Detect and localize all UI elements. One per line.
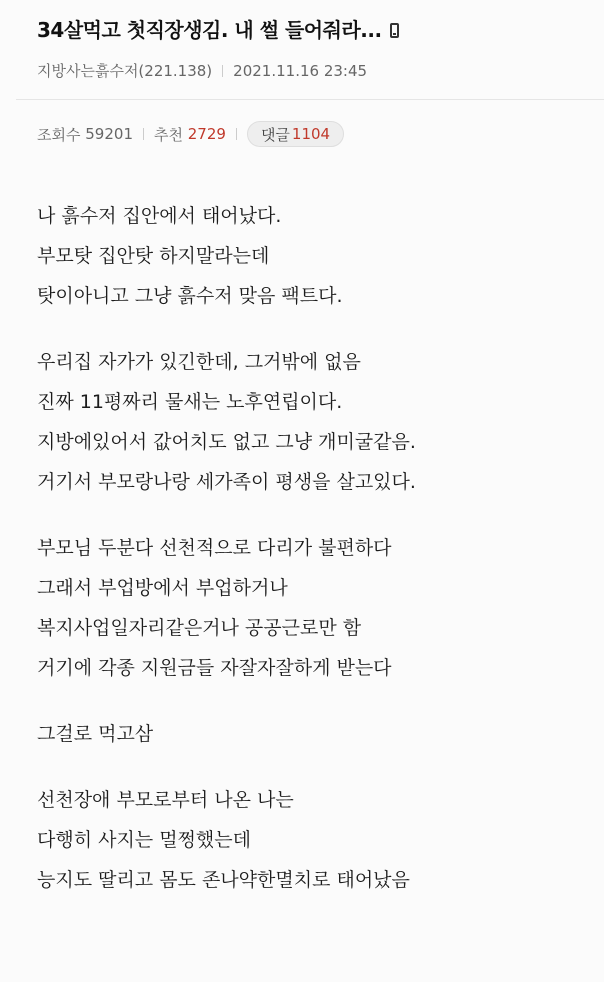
post-title-row <box>37 14 399 43</box>
body-line: 거기서 부모랑나랑 세가족이 평생을 살고있다. <box>37 471 416 493</box>
body-line: 복지사업일자리같은거나 공공근로만 함 <box>37 617 362 639</box>
body-line: 그걸로 먹고삼 <box>37 723 154 745</box>
author-name[interactable]: 지방사는흙수저(221.138) <box>37 62 213 80</box>
post-stats <box>37 121 344 147</box>
comment-label: 댓글 <box>260 125 290 144</box>
body-line: 다행히 사지는 멀쩡했는데 <box>37 829 251 851</box>
mobile-icon <box>390 23 399 38</box>
paragraph-gap <box>37 316 597 342</box>
post-title: 34살먹고 첫직장생김. 내 썰 들어줘라... <box>37 18 382 42</box>
body-line: 우리집 자가가 있긴한데, 그거밖에 없음 <box>37 351 361 373</box>
views-count: 59201 <box>85 125 133 143</box>
body-line: 탓이아니고 그냥 흙수저 맞음 팩트다. <box>37 285 343 307</box>
comment-count: 1104 <box>291 125 331 143</box>
recommend-count: 2729 <box>187 125 226 143</box>
header-divider <box>16 99 604 100</box>
stats-divider <box>143 128 144 140</box>
post-datetime: 2021.11.16 23:45 <box>233 62 368 80</box>
post-meta <box>37 60 367 81</box>
paragraph-gap <box>37 688 597 714</box>
body-line: 부모탓 집안탓 하지말라는데 <box>37 245 270 267</box>
body-line: 지방에있어서 값어치도 없고 그냥 개미굴같음. <box>37 431 416 453</box>
stats-divider <box>236 128 237 140</box>
post-body <box>37 196 597 900</box>
comment-button[interactable] <box>247 121 344 147</box>
body-line: 부모님 두분다 선천적으로 다리가 불편하다 <box>37 537 392 559</box>
paragraph-gap <box>37 754 597 780</box>
paragraph-gap <box>37 502 597 528</box>
post-header <box>0 0 604 100</box>
body-line: 나 흙수저 집안에서 태어났다. <box>37 205 282 227</box>
recommend-label: 추천 <box>153 125 183 144</box>
body-line: 거기에 각종 지원금들 자잘자잘하게 받는다 <box>37 657 392 679</box>
body-line: 그래서 부업방에서 부업하거나 <box>37 577 288 599</box>
body-line: 선천장애 부모로부터 나온 나는 <box>37 789 294 811</box>
body-line: 능지도 딸리고 몸도 존나약한멸치로 태어났음 <box>37 869 410 891</box>
body-line: 진짜 11평짜리 물새는 노후연립이다. <box>37 391 343 413</box>
views-label: 조회수 <box>37 125 81 144</box>
meta-divider <box>222 65 223 77</box>
